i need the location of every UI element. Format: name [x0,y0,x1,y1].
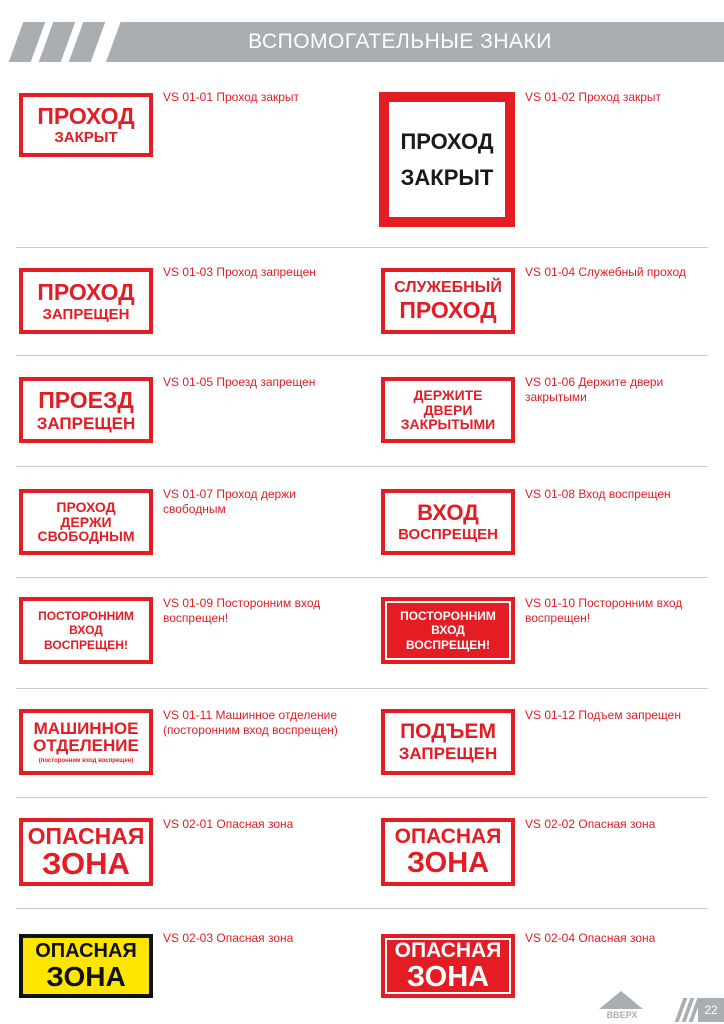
sign-vs-02-02 [381,818,515,886]
sign-line: (посторонним вход воспрещен) [38,758,134,765]
sign-line: СЛУЖЕБНЫЙ [394,279,502,297]
page-title: ВСПОМОГАТЕЛЬНЫЕ ЗНАКИ [248,30,552,53]
sign-line: ВХОД [69,623,103,638]
sign-caption: VS 01-05 Проезд запрещен [163,375,316,389]
sign-caption: VS 01-10 Посторонним вход воспрещен! [525,596,683,625]
scroll-up-arrow-icon[interactable] [599,991,643,1009]
sign-vs-01-04 [381,268,515,334]
sign-line: ЗОНА [42,845,130,881]
sign-line: ПОСТОРОННИМ [38,608,134,623]
sign-caption: VS 01-03 Проход запрещен [163,265,316,279]
sign-line: ЗОНА [46,960,126,992]
sign-vs-01-01 [19,93,153,157]
sign-caption: VS 01-04 Служебный проход [525,265,686,279]
row-divider [16,355,708,356]
sign-caption: VS 01-09 Посторонним вход воспрещен! [163,596,321,625]
sign-line: ДВЕРИ [423,401,473,418]
sign-line: ЗАКРЫТЫМИ [400,416,496,433]
sign-caption: VS 01-01 Проход закрыт [163,90,300,104]
row-divider [16,247,708,248]
sign-vs-01-10 [381,597,515,664]
sign-vs-01-06 [381,377,515,443]
sign-caption: VS 01-07 Проход держи свободным [163,487,296,516]
sign-line: ПРОХОД [400,129,494,155]
sign-line: ВОСПРЕЩЕН! [44,637,128,652]
sign-line: ОПАСНАЯ [35,939,137,962]
row-divider [16,797,708,798]
sign-line: ВХОД [431,623,465,638]
sign-line: ЗАПРЕЩЕН [36,413,136,433]
sign-vs-02-04 [381,934,515,998]
sign-vs-01-05 [19,377,153,443]
sign-caption: VS 02-01 Опасная зона [163,817,294,831]
sign-line: ВХОД [417,500,479,526]
row-divider [16,466,708,467]
sign-line: ПОДЪЕМ [400,720,496,744]
sign-caption: VS 02-02 Опасная зона [525,817,656,831]
sign-caption: VS 01-06 Держите двери закрытыми [525,375,664,404]
sign-caption: VS 01-08 Вход воспрещен [525,487,671,501]
sign-vs-02-03 [19,934,153,998]
sign-line: ДЕРЖИТЕ [413,386,483,403]
sign-line: ВОСПРЕЩЕН [398,526,498,544]
sign-caption: VS 01-02 Проход закрыт [525,90,662,104]
sign-line: ПОСТОРОННИМ [400,608,496,623]
sign-line: ЗОНА [406,846,490,879]
sign-caption: VS 01-11 Машинное отделение (посторонним вход воспрещен) [163,708,338,737]
sign-line: ОПАСНАЯ [394,824,502,848]
row-divider [16,908,708,909]
sign-vs-02-01 [19,818,153,886]
sign-line: ПРОЕЗД [38,386,134,413]
sign-line: ЗАКРЫТ [54,129,118,147]
sign-line: ЗОНА [406,960,490,993]
sign-vs-01-02 [379,92,515,227]
sign-line: ПРОХОД [399,296,497,323]
sign-caption: VS 02-03 Опасная зона [163,931,294,945]
sign-line: ПРОХОД [37,278,135,305]
sign-line: ДЕРЖИ [60,513,112,530]
sign-line: ОТДЕЛЕНИЕ [33,736,139,756]
sign-line: ПРОХОД [37,103,135,130]
sign-line: ОПАСНАЯ [27,822,145,849]
sign-vs-01-03 [19,268,153,334]
sign-vs-01-09 [19,597,153,664]
page-number: 22 [704,1003,718,1017]
sign-line: ЗАПРЕЩЕН [398,744,498,764]
sign-line: МАШИННОЕ [33,718,139,738]
sign-line: ЗАПРЕЩЕН [42,305,130,323]
scroll-up-label[interactable]: ВВЕРХ [606,1010,638,1020]
sign-line: ВОСПРЕЩЕН! [406,637,490,652]
sign-vs-01-08 [381,489,515,555]
sign-vs-01-11 [19,709,153,775]
header-stripe [69,22,106,62]
sign-line: ПРОХОД [56,498,116,515]
sign-vs-01-12 [381,709,515,775]
sign-caption: VS 02-04 Опасная зона [525,931,656,945]
row-divider [16,577,708,578]
sign-line: ЗАКРЫТ [400,164,494,190]
sign-caption: VS 01-12 Подъем запрещен [525,708,681,722]
sign-line: ОПАСНАЯ [394,938,502,962]
sign-line: СВОБОДНЫМ [37,528,135,545]
sign-vs-01-07 [19,489,153,555]
row-divider [16,688,708,689]
